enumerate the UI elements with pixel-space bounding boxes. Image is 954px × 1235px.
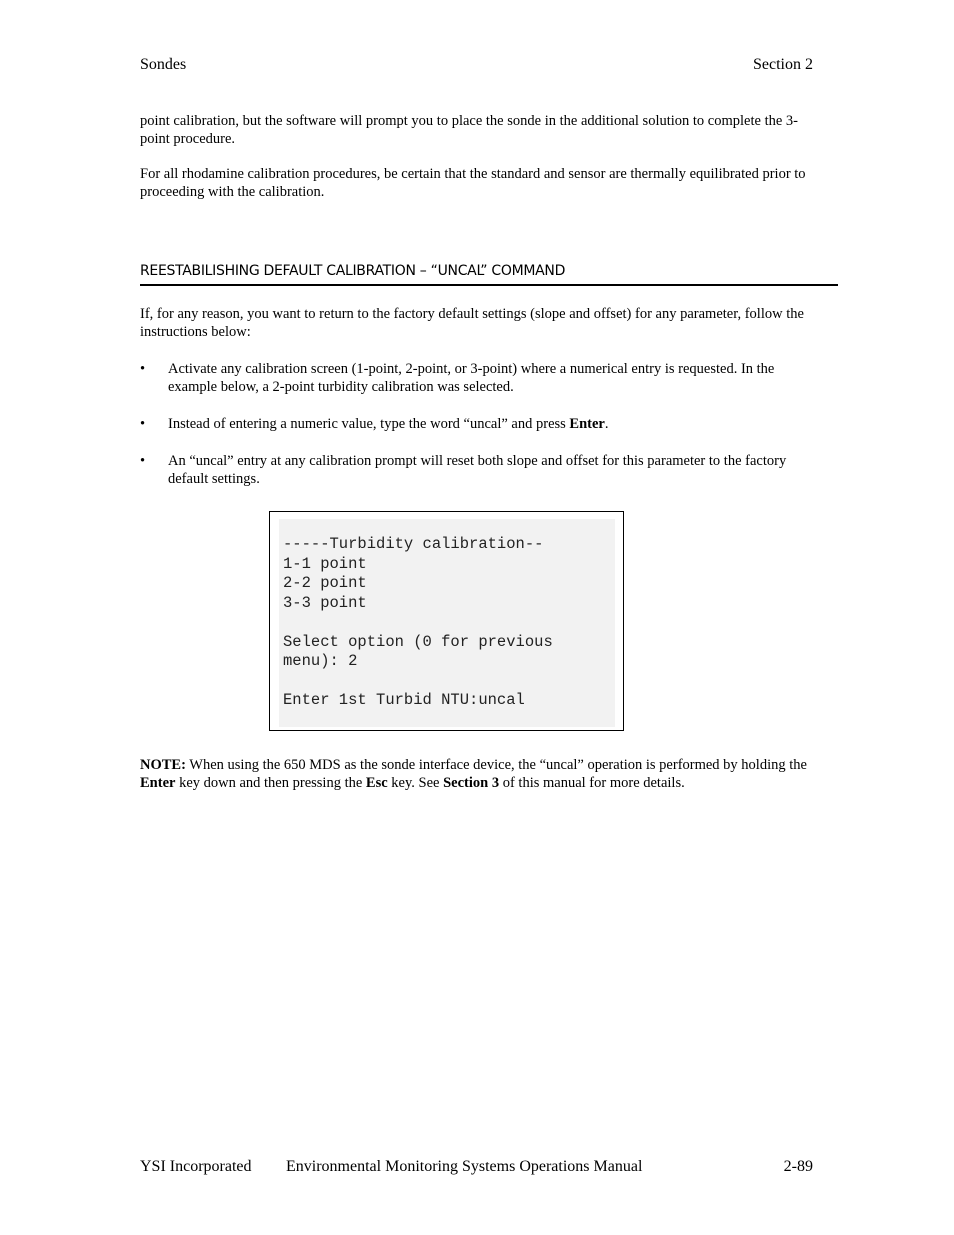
section-intro: If, for any reason, you want to return to the factory default settings (slope and offset) for any parameter, follow the instructions below: <box>140 306 804 340</box>
terminal-line: menu): 2 <box>283 652 358 670</box>
note-text: of this manual for more details. <box>499 775 685 791</box>
bullet-text: An “uncal” entry at any calibration prompt will reset both slope and offset for this parameter to the factory default settings. <box>168 453 787 487</box>
terminal-screen <box>279 519 615 727</box>
terminal-line <box>283 613 615 633</box>
bullet-item <box>140 452 820 488</box>
note-section-ref: Section 3 <box>443 775 500 791</box>
bullet-text: Activate any calibration screen (1-point, 2-point, or 3-point) where a numerical entry is requested. In the example below, a 2-point turbidity calibration was selected. <box>168 361 775 395</box>
note-text: key down and then pressing the <box>175 775 366 791</box>
note-text: key. See <box>387 775 444 791</box>
note-key-esc: Esc <box>365 775 388 791</box>
paragraph-continuation: point calibration, but the software will prompt you to place the sonde in the additional solution to complete the 3-point procedure. <box>140 113 798 147</box>
paragraph-rhodamine: For all rhodamine calibration procedures, be certain that the standard and sensor are thermally equilibrated prior to proceeding with the calibration. <box>140 166 806 200</box>
terminal-line: 3-3 point <box>283 593 367 612</box>
bullet-dot: • <box>140 416 146 432</box>
bullet-text-part: Instead of entering a numeric value, type the word “uncal” and press <box>168 416 570 432</box>
bullet-text <box>168 415 820 433</box>
bullet-text-part: . <box>604 416 609 432</box>
terminal-figure <box>269 511 624 731</box>
note-paragraph <box>140 756 824 792</box>
terminal-line: -----Turbidity calibration-- <box>283 535 544 553</box>
bullet-dot: • <box>140 453 146 469</box>
note-text: When using the 650 MDS as the sonde interface device, the “uncal” operation is performed by holding the <box>185 757 807 773</box>
note-key-enter: Enter <box>140 775 176 791</box>
section-heading: REESTABILISHING DEFAULT CALIBRATION – “UNCAL” COMMAND <box>140 262 838 286</box>
footer-page-number: 2-89 <box>783 1158 813 1175</box>
bullet-item <box>140 415 820 433</box>
note-label: NOTE: <box>140 757 186 773</box>
terminal-line: 1-1 point <box>283 554 367 573</box>
footer-company: YSI Incorporated <box>140 1158 252 1175</box>
header-right: Section 2 <box>753 56 813 73</box>
bullet-item <box>140 360 820 396</box>
bullet-dot: • <box>140 361 146 377</box>
bullet-key-enter: Enter <box>569 416 605 432</box>
terminal-line: 2-2 point <box>283 574 367 592</box>
terminal-line: Enter 1st Turbid NTU:uncal <box>283 691 525 709</box>
header-left: Sondes <box>140 56 187 73</box>
terminal-line <box>283 672 615 692</box>
terminal-line: Select option (0 for previous <box>283 632 553 651</box>
footer-manual-title: Environmental Monitoring Systems Operations Manual <box>286 1158 643 1175</box>
